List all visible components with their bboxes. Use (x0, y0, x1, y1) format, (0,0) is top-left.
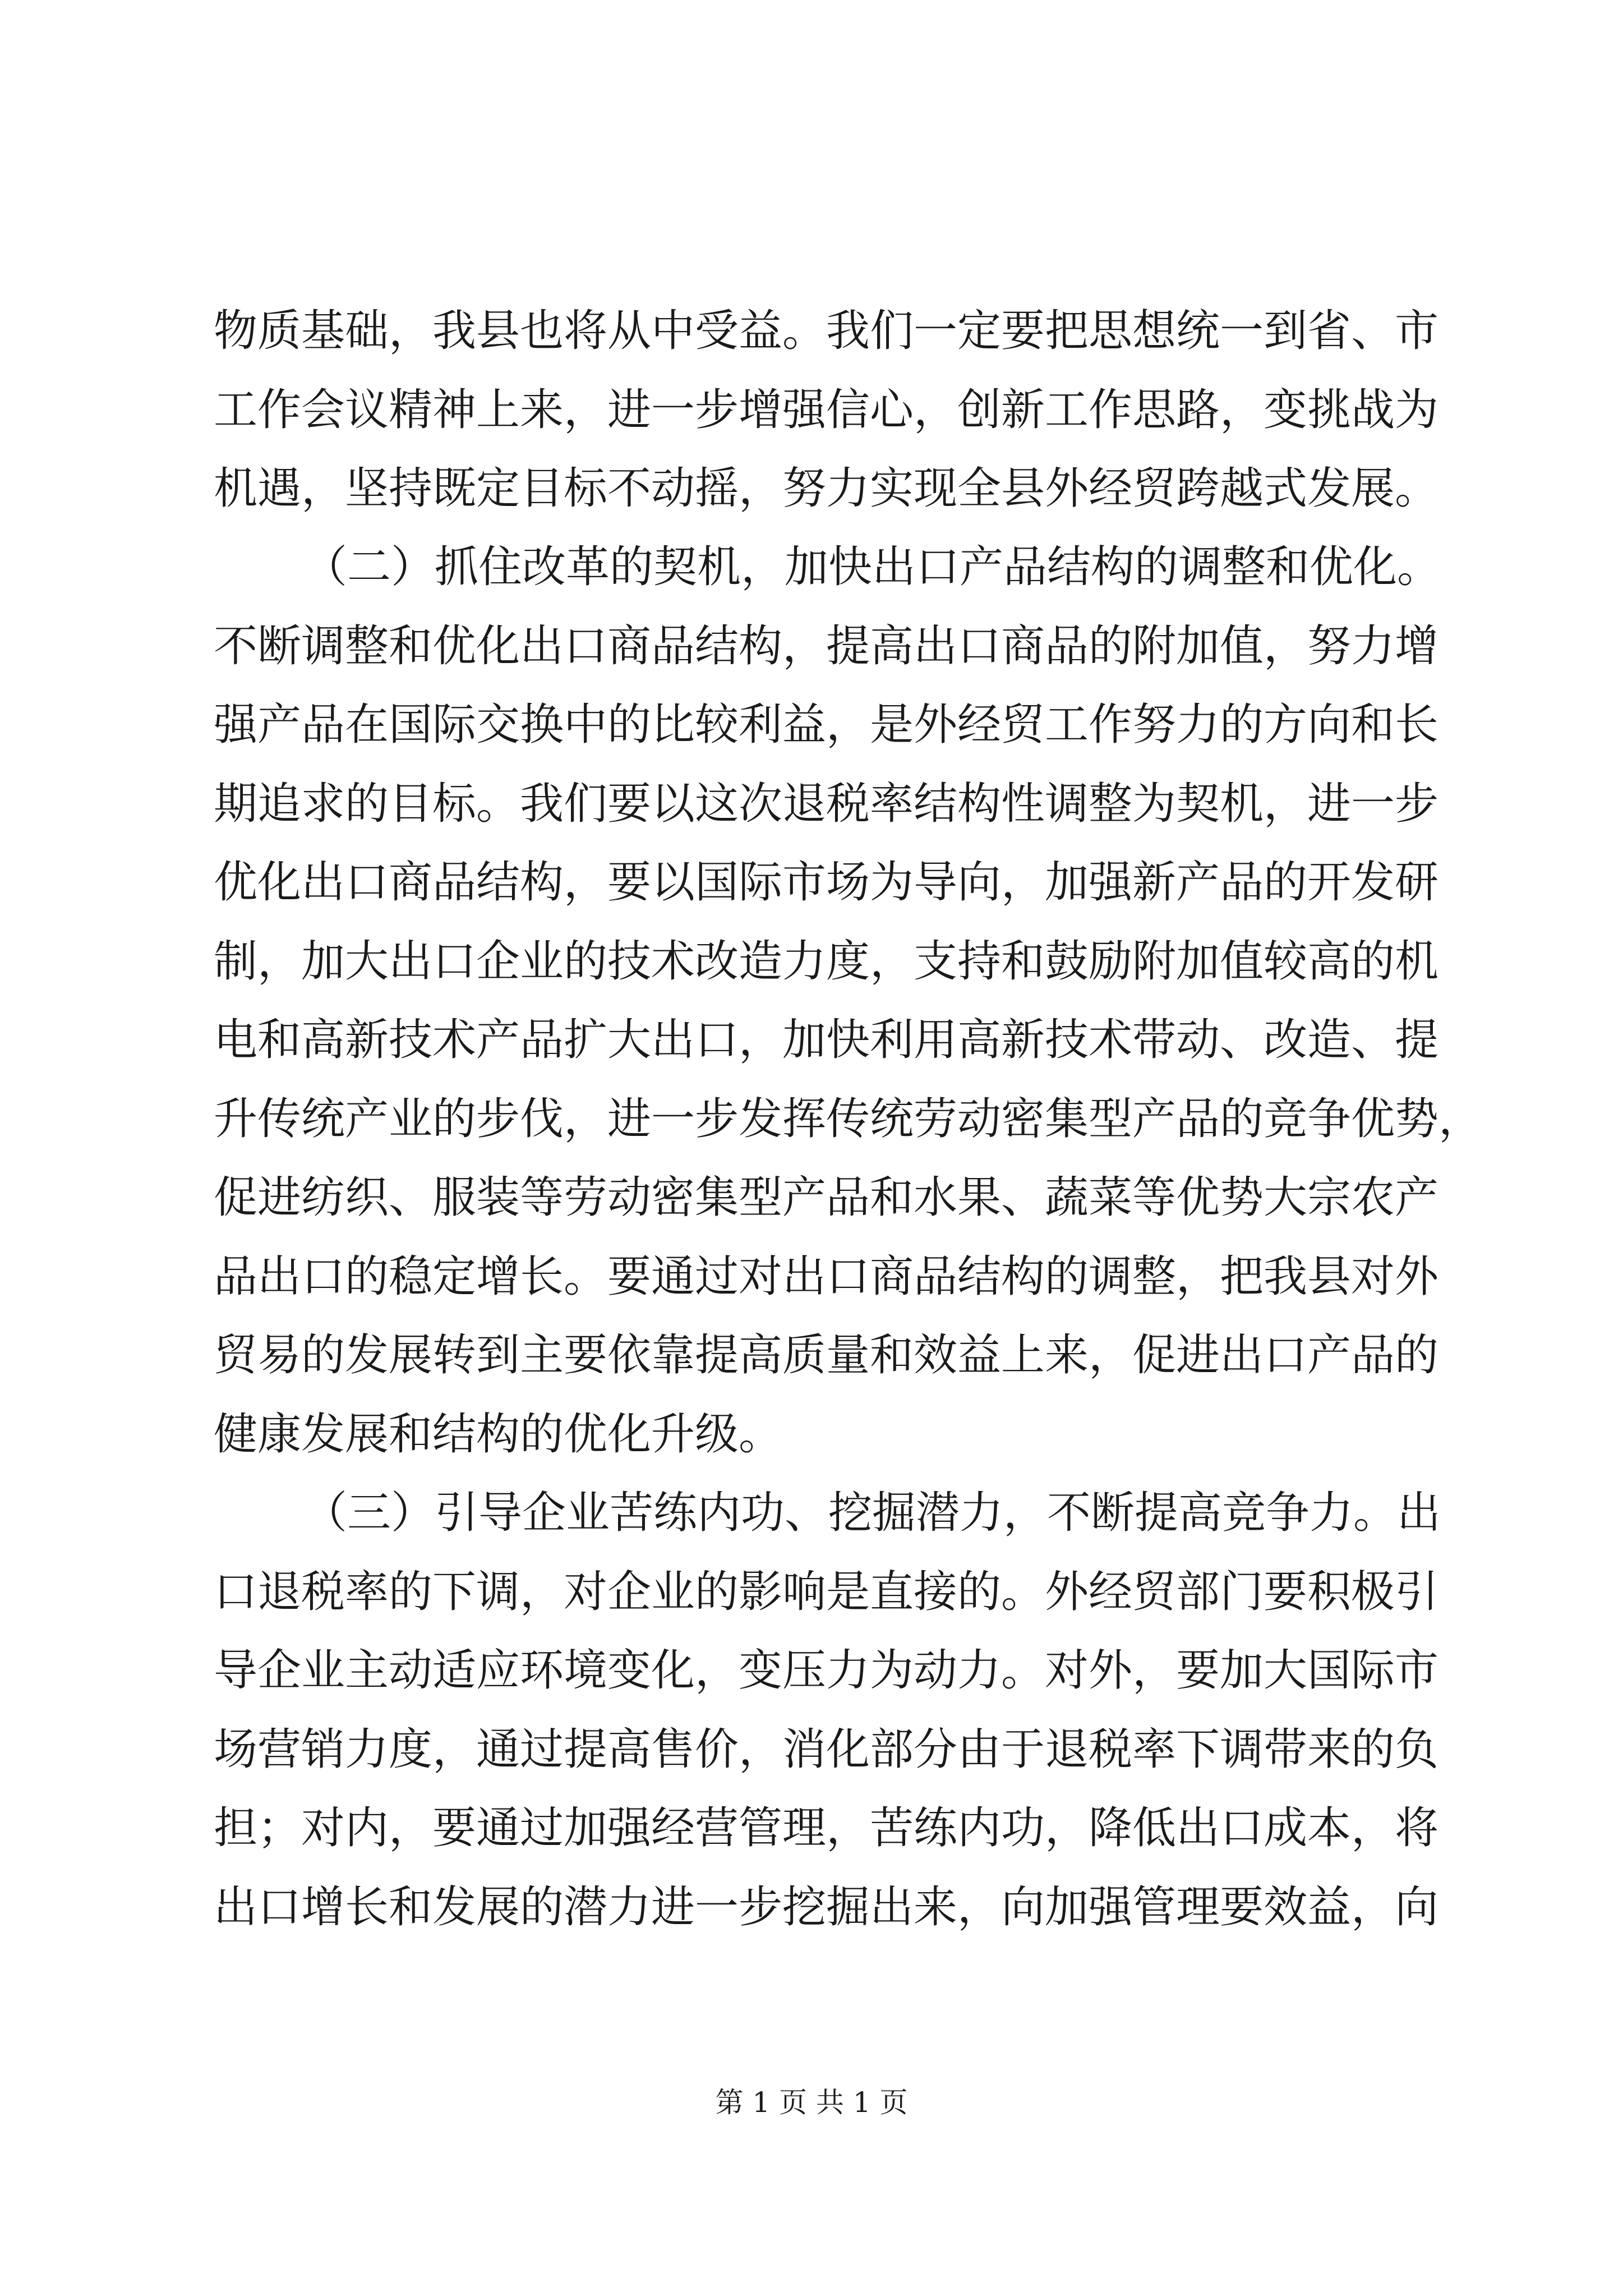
paragraph-line: 场营销力度，通过提高售价，消化部分由于退税率下调带来的负 (214, 1724, 1439, 1775)
paragraph-line: 促进纺织、服装等劳动密集型产品和水果、蔬菜等优势大宗农产 (214, 1172, 1439, 1223)
paragraph-line: 优化出口商品结构，要以国际市场为导向，加强新产品的开发研 (214, 857, 1439, 908)
page-footer: 第 1 页 共 1 页 (715, 2086, 908, 2119)
paragraph-line: 口退税率的下调，对企业的影响是直接的。外经贸部门要积极引 (214, 1567, 1439, 1617)
paragraph-line: 不断调整和优化出口商品结构，提高出口商品的附加值，努力增 (214, 621, 1439, 671)
paragraph-line: 电和高新技术产品扩大出口，加快利用高新技术带动、改造、提 (214, 1015, 1439, 1065)
paragraph-line: 健康发展和结构的优化升级。 (214, 1409, 783, 1460)
paragraph-line: 导企业主动适应环境变化，变压力为动力。对外，要加大国际市 (214, 1645, 1439, 1696)
paragraph-line: 出口增长和发展的潜力进一步挖掘出来，向加强管理要效益，向 (214, 1882, 1439, 1932)
paragraph-line: 升传统产业的步伐，进一步发挥传统劳动密集型产品的竞争优势， (214, 1094, 1483, 1144)
paragraph-line: 贸易的发展转到主要依靠提高质量和效益上来，促进出口产品的 (214, 1330, 1439, 1381)
section-heading-line: （三）引导企业苦练内功、挖掘潜力，不断提高竞争力。出 (303, 1488, 1441, 1538)
paragraph-line: 物质基础，我县也将从中受益。我们一定要把思想统一到省、市 (214, 306, 1439, 356)
paragraph-line: 期追求的目标。我们要以这次退税率结构性调整为契机，进一步 (214, 779, 1439, 829)
paragraph-line: 机遇，坚持既定目标不动摇，努力实现全县外经贸跨越式发展。 (214, 463, 1439, 514)
paragraph-line: 担；对内，要通过加强经营管理，苦练内功，降低出口成本，将 (214, 1803, 1439, 1853)
paragraph-line: 强产品在国际交换中的比较利益，是外经贸工作努力的方向和长 (214, 700, 1439, 750)
section-heading-line: （二）抓住改革的契机，加快出口产品结构的调整和优化。 (303, 542, 1441, 592)
paragraph-line: 制，加大出口企业的技术改造力度，支持和鼓励附加值较高的机 (214, 936, 1439, 987)
paragraph-line: 品出口的稳定增长。要通过对出口商品结构的调整，把我县对外 (214, 1251, 1439, 1302)
paragraph-line: 工作会议精神上来，进一步增强信心，创新工作思路，变挑战为 (214, 385, 1439, 435)
